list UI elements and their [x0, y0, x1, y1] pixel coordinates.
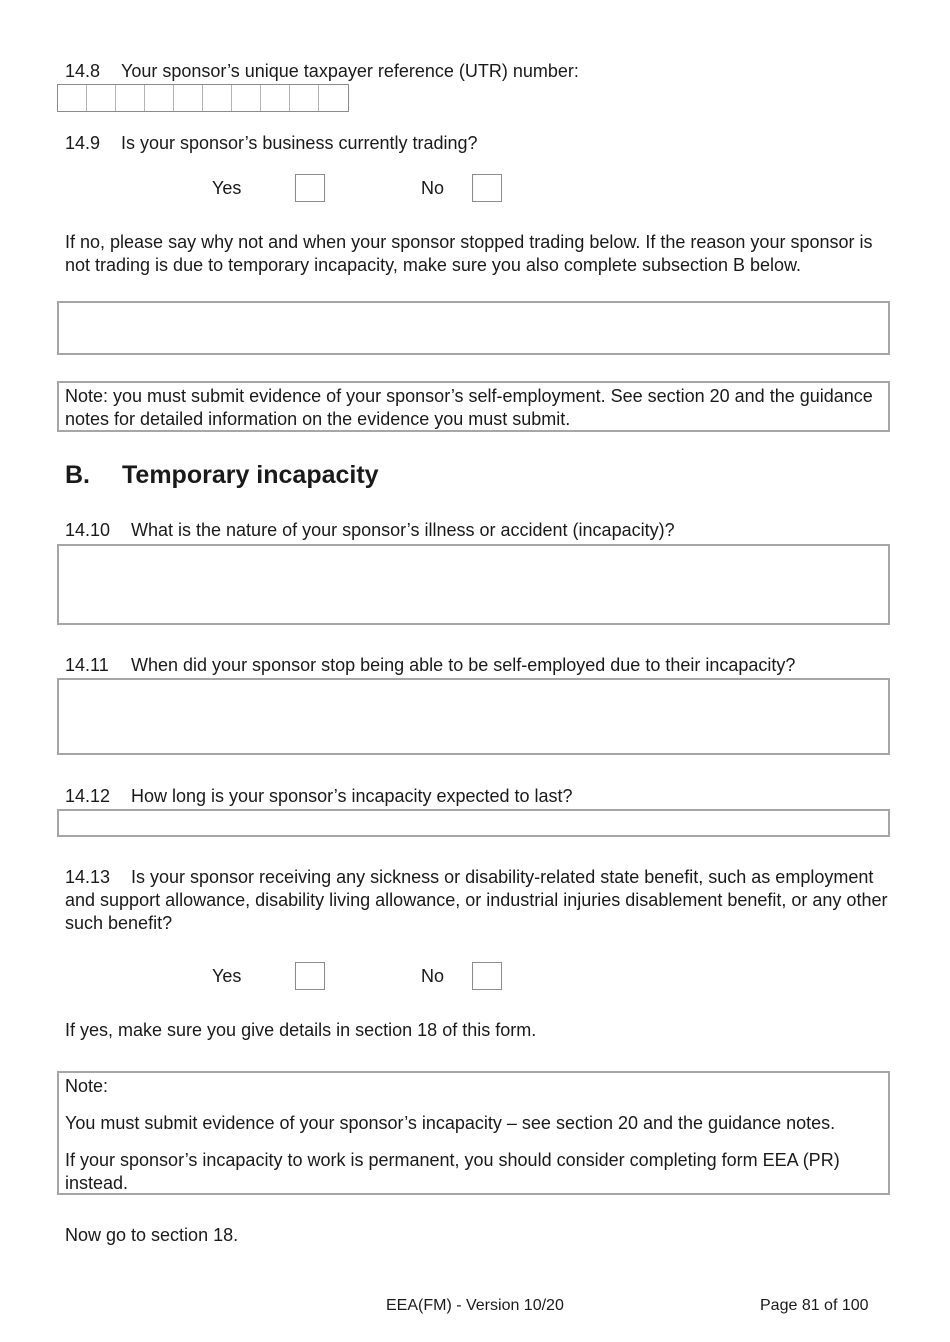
trading-no-label: No: [421, 178, 445, 198]
note-line-1: You must submit evidence of your sponsor’s incapacity – see section 20 and the guidance notes.: [65, 1113, 836, 1133]
utr-digit-cell[interactable]: [87, 85, 116, 111]
section-b-heading: [65, 460, 379, 490]
utr-digit-cell[interactable]: [174, 85, 203, 111]
section-letter: B.: [65, 461, 90, 489]
incapacity-nature-textbox[interactable]: [57, 544, 890, 625]
utr-digit-cell[interactable]: [203, 85, 232, 111]
utr-number-input[interactable]: [57, 84, 349, 112]
benefit-no-checkbox[interactable]: [472, 962, 502, 990]
utr-digit-cell[interactable]: [116, 85, 145, 111]
question-14-13: [65, 866, 895, 935]
trading-reason-textbox[interactable]: [57, 301, 890, 355]
note-self-employment: [57, 381, 890, 432]
question-14-8: [65, 60, 579, 83]
question-14-9: [65, 132, 478, 155]
question-text: Is your sponsor’s business currently trading?: [121, 133, 478, 153]
benefit-yes-checkbox[interactable]: [295, 962, 325, 990]
question-text: What is the nature of your sponsor’s illness or accident (incapacity)?: [131, 520, 675, 540]
next-step-text: Now go to section 18.: [65, 1225, 239, 1245]
utr-digit-cell[interactable]: [58, 85, 87, 111]
note-text: Note: you must submit evidence of your sponsor’s self-employment. See section 20 and the guidance notes for detailed information on the evidence you must submit.: [65, 386, 873, 429]
trading-no-checkbox[interactable]: [472, 174, 502, 202]
question-text: Is your sponsor receiving any sickness or disability-related state benefit, such as employment and support allowance, disability living allowance, or industrial injuries disablement benefit, or any other such benefit?: [65, 867, 888, 933]
utr-digit-cell[interactable]: [261, 85, 290, 111]
trading-yes-label: Yes: [212, 178, 242, 198]
question-number: 14.9: [65, 133, 101, 153]
utr-digit-cell[interactable]: [145, 85, 174, 111]
incapacity-duration-input[interactable]: [57, 809, 890, 837]
footer-page-number: Page 81 of 100: [760, 1297, 869, 1314]
note-incapacity: [57, 1071, 890, 1195]
question-14-12: [65, 785, 573, 808]
benefit-followup-text: If yes, make sure you give details in section 18 of this form.: [65, 1020, 537, 1040]
question-14-11: [65, 654, 795, 677]
question-number: 14.10: [65, 520, 111, 540]
benefit-no-label: No: [421, 966, 445, 986]
utr-digit-cell[interactable]: [232, 85, 261, 111]
question-14-10: [65, 519, 675, 542]
question-number: 14.13: [65, 867, 111, 887]
question-text: How long is your sponsor’s incapacity expected to last?: [131, 786, 573, 806]
utr-digit-cell[interactable]: [290, 85, 319, 111]
question-text: When did your sponsor stop being able to be self-employed due to their incapacity?: [131, 655, 796, 675]
benefit-yes-label: Yes: [212, 966, 242, 986]
question-text: Your sponsor’s unique taxpayer reference (UTR) number:: [121, 61, 579, 81]
utr-digit-cell[interactable]: [319, 85, 348, 111]
question-number: 14.12: [65, 786, 111, 806]
question-number: 14.8: [65, 61, 101, 81]
incapacity-start-textbox[interactable]: [57, 678, 890, 755]
trading-followup-text: If no, please say why not and when your sponsor stopped trading below. If the reason your sponsor is not trading is due to temporary incapacity, make sure you also complete subsection B below.: [65, 232, 873, 275]
note-line-2: If your sponsor’s incapacity to work is permanent, you should consider completing form EEA (PR) instead.: [65, 1150, 840, 1193]
footer-version: EEA(FM) - Version 10/20: [386, 1297, 564, 1314]
section-title: Temporary incapacity: [122, 461, 379, 489]
question-number: 14.11: [65, 655, 109, 675]
trading-yes-checkbox[interactable]: [295, 174, 325, 202]
note-label: Note:: [65, 1076, 109, 1096]
